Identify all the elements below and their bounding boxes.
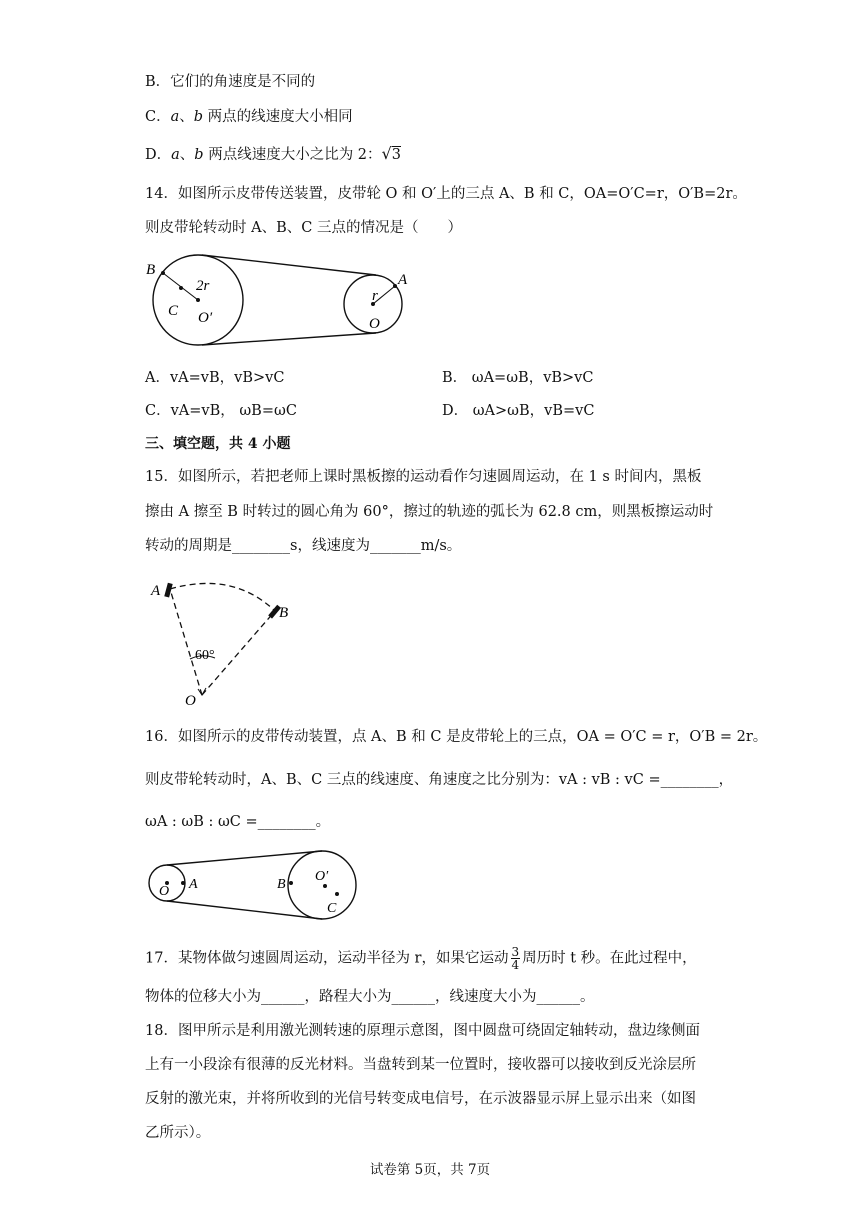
q14-fig-label-b: B [146,262,156,278]
page-footer: 试卷第 5页，共 7页 [369,1162,491,1178]
q17-text-b: 周历时 t 秒。在此过程中， [522,950,697,967]
q13-option-d: D．a、b 两点线速度大小之比为 2：√3 [145,144,401,163]
q16-stem-line1: 16．如图所示的皮带传动装置，点 A、B 和 C 是皮带轮上的三点，OA = O′C = r，O′B = 2r。 [145,729,768,745]
q14-stem-line1: 14．如图所示皮带传送装置，皮带轮 O 和 O′上的三点 A、B 和 C，OA=O′C=r，O′B=2r。 [145,186,747,202]
q16-stem-line3: ωA : ωB : ωC =________。 [145,814,331,830]
q17-stem-line2: 物体的位移大小为______，路程大小为______，线速度大小为______。 [145,989,595,1005]
q17-fraction [511,946,521,971]
q14-fig-label-o-prime: O′ [198,310,213,326]
q16-fig-label-b: B [277,877,286,892]
q18-stem-line3: 反射的激光束，并将所收到的光信号转变成电信号，在示波器显示屏上显示出来（如图 [145,1091,696,1107]
q13-sqrt-arg: 3 [391,147,401,163]
q16-stem-line2: 则皮带轮转动时，A、B、C 三点的线速度、角速度之比分别为：vA : vB : vC =________， [145,772,734,788]
q14-option-c: C．vA=vB， ωB=ωC [145,403,297,419]
q15-fig-label-angle: 60° [195,648,215,663]
q15-stem-line1: 15．如图所示，若把老师上课时黑板擦的运动看作匀速圆周运动，在 1 s 时间内，黑板 [145,469,702,485]
q16-fig-label-o-prime: O′ [315,869,329,884]
q17-stem-line1 [145,946,697,971]
q15-eraser-figure [145,575,305,710]
q16-fig-label-c: C [327,901,337,916]
q13-option-c-text: 两点的线速度大小相同 [207,109,353,125]
q18-stem-line2: 上有一小段涂有很薄的反光材料。当盘转到某一位置时，接收器可以接收到反光涂层所 [145,1057,696,1073]
q17-fraction-denominator: 4 [511,958,520,972]
q13-option-c: C．a、b 两点的线速度大小相同 [145,109,353,125]
q14-fig-label-o: O [369,316,380,332]
q13-option-b: B．它们的角速度是不同的 [145,74,316,90]
q14-option-d: D． ωA>ωB，vB=vC [442,403,595,419]
q13-option-d-prefix: D． [145,147,172,163]
q14-belt-figure [140,252,420,360]
q15-stem-line2: 擦由 A 擦至 B 时转过的圆心角为 60°，擦过的轨迹的弧长为 62.8 cm，则黑板擦运动时 [145,504,714,520]
q14-option-b: B． ωA=ωB，vB>vC [442,370,594,386]
q15-stem-line3: 转动的周期是________s，线速度为_______m/s。 [145,538,462,554]
q14-fig-label-a: A [398,272,408,288]
q13-option-c-prefix: C． [145,109,171,125]
q17-fraction-numerator: 3 [511,945,520,959]
q17-text-a: 17．某物体做匀速圆周运动，运动半径为 r，如果它运动 [145,950,509,967]
q16-belt-figure [145,850,365,925]
q14-option-a: A．vA=vB，vB>vC [145,370,285,386]
q15-fig-label-a: A [151,583,161,599]
section-heading-fill-in: 三、填空题，共 4 小题 [145,436,291,452]
q18-stem-line4: 乙所示）。 [145,1125,211,1141]
q14-stem-line2: 则皮带轮转动时 A、B、C 三点的情况是（ ） [145,220,462,236]
q16-fig-label-a: A [189,877,198,892]
q18-stem-line1: 18．图甲所示是利用激光测转速的原理示意图，图中圆盘可绕固定轴转动，盘边缘侧面 [145,1023,700,1039]
q13-option-d-text: 两点线速度大小之比为 2： [208,147,382,163]
q15-fig-label-o: O [185,693,196,709]
q14-fig-label-r: r [372,288,378,304]
q14-fig-label-c: C [168,303,179,319]
q16-fig-label-o: O [159,884,170,899]
q15-fig-label-b: B [279,605,289,621]
q14-fig-label-2r: 2r [196,278,210,294]
